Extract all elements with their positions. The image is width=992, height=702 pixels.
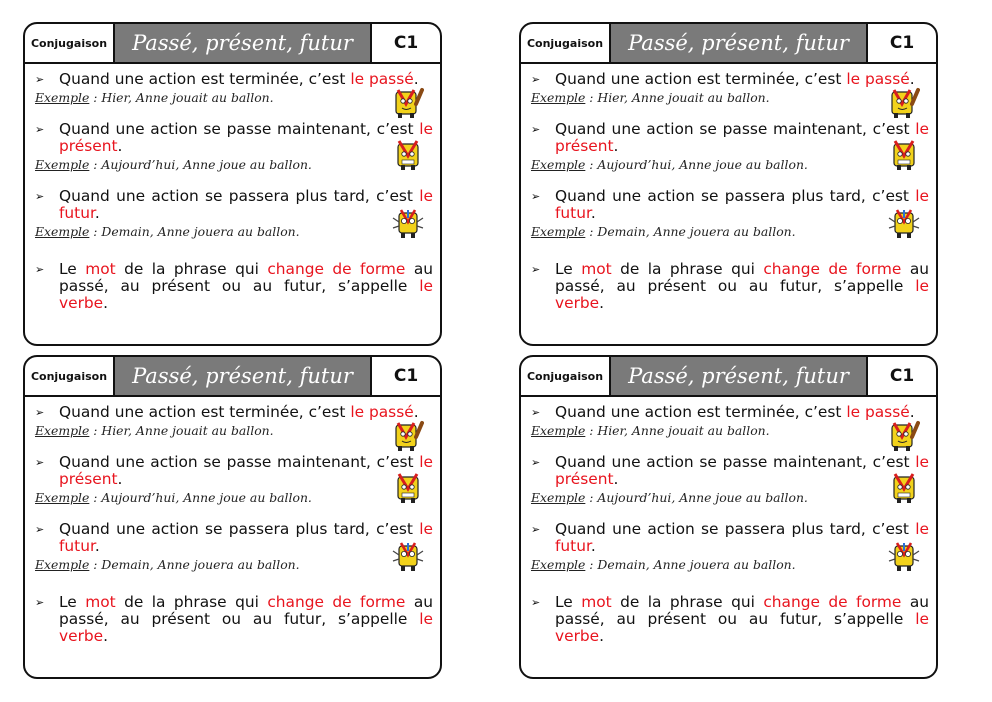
present-verb-character-icon — [392, 471, 424, 505]
rule-text: . — [909, 403, 915, 421]
rule-verbe — [531, 594, 929, 645]
example-present — [531, 490, 808, 505]
example-passe — [35, 90, 274, 105]
lesson-card — [519, 355, 938, 679]
rule-text: . — [94, 204, 100, 222]
rule-text: Le — [555, 260, 582, 278]
card-header — [25, 24, 440, 64]
keyword: le futur — [555, 520, 929, 555]
example-passe — [531, 90, 770, 105]
rule-text: . — [94, 537, 100, 555]
rule-passe — [531, 404, 929, 421]
subject-label: Conjugaison — [25, 357, 115, 395]
example-text: : Hier, Anne jouait au ballon. — [89, 423, 274, 438]
lesson-card — [519, 22, 938, 346]
bullet-icon: ➢ — [35, 456, 45, 469]
subject-label: Conjugaison — [25, 24, 115, 62]
bullet-icon: ➢ — [531, 263, 541, 276]
rule-text: . — [599, 627, 605, 645]
bullet-icon: ➢ — [35, 123, 45, 136]
example-text: : Aujourd’hui, Anne joue au ballon. — [89, 490, 312, 505]
rule-text: Quand une action est terminée, c’est — [59, 70, 351, 88]
rule-text: au passé, au présent ou au futur, s’appelle — [59, 260, 434, 295]
rule-text: . — [413, 403, 419, 421]
rule-text: au passé, au présent ou au futur, s’appelle — [555, 260, 930, 295]
example-text: : Demain, Anne jouera au ballon. — [89, 224, 300, 239]
example-label: Exemple — [531, 557, 586, 572]
keyword: change de forme — [267, 593, 406, 611]
keyword: mot — [85, 593, 116, 611]
keyword: le futur — [59, 520, 433, 555]
present-verb-character-icon — [888, 471, 920, 505]
future-verb-character-icon — [888, 539, 920, 573]
bullet-icon: ➢ — [35, 190, 45, 203]
keyword: mot — [581, 260, 612, 278]
card-code: C1 — [370, 24, 440, 62]
keyword: le passé — [350, 70, 414, 88]
lesson-card — [23, 355, 442, 679]
rule-text: Quand une action est terminée, c’est — [555, 403, 847, 421]
bullet-icon: ➢ — [35, 406, 45, 419]
card-header — [25, 357, 440, 397]
rule-text: Quand une action se passera plus tard, c’est — [59, 520, 420, 538]
rule-text: . — [413, 70, 419, 88]
rule-verbe — [35, 261, 433, 312]
rule-text: Le — [555, 593, 582, 611]
example-present — [531, 157, 808, 172]
rule-text: . — [590, 537, 596, 555]
rule-text: Quand une action se passe maintenant, c’est — [555, 453, 916, 471]
keyword: le verbe — [59, 277, 433, 312]
keyword: le présent — [59, 120, 433, 155]
keyword: change de forme — [763, 260, 902, 278]
subject-label: Conjugaison — [521, 24, 611, 62]
rule-text: . — [599, 294, 605, 312]
example-text: : Hier, Anne jouait au ballon. — [585, 90, 770, 105]
keyword: le futur — [59, 187, 433, 222]
example-futur — [35, 224, 300, 239]
example-text: : Aujourd’hui, Anne joue au ballon. — [585, 490, 808, 505]
card-code: C1 — [866, 357, 936, 395]
rule-text: Quand une action est terminée, c’est — [555, 70, 847, 88]
rule-text: Quand une action se passe maintenant, c’est — [555, 120, 916, 138]
example-label: Exemple — [35, 157, 90, 172]
card-header — [521, 357, 936, 397]
rule-futur — [531, 521, 929, 555]
keyword: le présent — [555, 453, 929, 488]
example-label: Exemple — [531, 224, 586, 239]
keyword: le passé — [846, 70, 910, 88]
example-text: : Demain, Anne jouera au ballon. — [89, 557, 300, 572]
past-verb-character-icon — [392, 86, 424, 120]
example-label: Exemple — [35, 557, 90, 572]
keyword: le présent — [555, 120, 929, 155]
rule-text: au passé, au présent ou au futur, s’appelle — [555, 593, 930, 628]
example-text: : Hier, Anne jouait au ballon. — [89, 90, 274, 105]
rule-text: Quand une action se passe maintenant, c’est — [59, 453, 420, 471]
rule-passe — [531, 71, 929, 88]
rule-text: Quand une action se passera plus tard, c’est — [59, 187, 420, 205]
card-title: Passé, présent, futur — [115, 357, 370, 395]
rule-text: . — [909, 70, 915, 88]
keyword: le futur — [555, 187, 929, 222]
keyword: le passé — [350, 403, 414, 421]
rule-text: . — [103, 294, 109, 312]
present-verb-character-icon — [392, 138, 424, 172]
rule-text: de la phrase qui — [115, 260, 268, 278]
rule-verbe — [35, 594, 433, 645]
example-label: Exemple — [35, 490, 90, 505]
example-label: Exemple — [35, 224, 90, 239]
example-text: : Aujourd’hui, Anne joue au ballon. — [585, 157, 808, 172]
rule-text: . — [613, 137, 619, 155]
example-text: : Hier, Anne jouait au ballon. — [585, 423, 770, 438]
future-verb-character-icon — [392, 539, 424, 573]
rule-text: . — [590, 204, 596, 222]
example-label: Exemple — [531, 90, 586, 105]
bullet-icon: ➢ — [35, 596, 45, 609]
bullet-icon: ➢ — [531, 456, 541, 469]
keyword: le verbe — [59, 610, 433, 645]
example-present — [35, 157, 312, 172]
keyword: mot — [581, 593, 612, 611]
card-code: C1 — [370, 357, 440, 395]
future-verb-character-icon — [888, 206, 920, 240]
rule-text: . — [613, 470, 619, 488]
card-code: C1 — [866, 24, 936, 62]
example-label: Exemple — [531, 157, 586, 172]
rule-futur — [531, 188, 929, 222]
rule-text: Quand une action se passera plus tard, c’est — [555, 187, 916, 205]
keyword: change de forme — [763, 593, 902, 611]
rule-text: de la phrase qui — [115, 593, 268, 611]
rule-text: . — [117, 137, 123, 155]
example-label: Exemple — [35, 90, 90, 105]
card-body — [521, 64, 936, 344]
card-body — [25, 397, 440, 677]
keyword: mot — [85, 260, 116, 278]
past-verb-character-icon — [888, 419, 920, 453]
example-futur — [531, 557, 796, 572]
example-label: Exemple — [531, 490, 586, 505]
rule-text: Quand une action est terminée, c’est — [59, 403, 351, 421]
bullet-icon: ➢ — [531, 123, 541, 136]
rule-text: Quand une action se passera plus tard, c’est — [555, 520, 916, 538]
example-futur — [531, 224, 796, 239]
example-label: Exemple — [35, 423, 90, 438]
rule-present — [35, 454, 433, 488]
subject-label: Conjugaison — [521, 357, 611, 395]
rule-passe — [35, 404, 433, 421]
rule-text: Quand une action se passe maintenant, c’est — [59, 120, 420, 138]
bullet-icon: ➢ — [35, 263, 45, 276]
example-text: : Aujourd’hui, Anne joue au ballon. — [89, 157, 312, 172]
rule-text: . — [103, 627, 109, 645]
rule-futur — [35, 521, 433, 555]
keyword: le verbe — [555, 277, 929, 312]
keyword: change de forme — [267, 260, 406, 278]
bullet-icon: ➢ — [531, 523, 541, 536]
example-passe — [35, 423, 274, 438]
card-body — [25, 64, 440, 344]
example-passe — [531, 423, 770, 438]
keyword: le passé — [846, 403, 910, 421]
rule-present — [35, 121, 433, 155]
rule-passe — [35, 71, 433, 88]
past-verb-character-icon — [392, 419, 424, 453]
card-title: Passé, présent, futur — [611, 24, 866, 62]
bullet-icon: ➢ — [531, 596, 541, 609]
keyword: le présent — [59, 453, 433, 488]
example-present — [35, 490, 312, 505]
example-text: : Demain, Anne jouera au ballon. — [585, 557, 796, 572]
future-verb-character-icon — [392, 206, 424, 240]
example-futur — [35, 557, 300, 572]
bullet-icon: ➢ — [35, 523, 45, 536]
present-verb-character-icon — [888, 138, 920, 172]
rule-text: de la phrase qui — [611, 593, 764, 611]
example-text: : Demain, Anne jouera au ballon. — [585, 224, 796, 239]
rule-present — [531, 121, 929, 155]
rule-present — [531, 454, 929, 488]
bullet-icon: ➢ — [531, 190, 541, 203]
lesson-card — [23, 22, 442, 346]
rule-text: . — [117, 470, 123, 488]
rule-futur — [35, 188, 433, 222]
example-label: Exemple — [531, 423, 586, 438]
bullet-icon: ➢ — [35, 73, 45, 86]
bullet-icon: ➢ — [531, 73, 541, 86]
card-title: Passé, présent, futur — [611, 357, 866, 395]
past-verb-character-icon — [888, 86, 920, 120]
rule-text: de la phrase qui — [611, 260, 764, 278]
keyword: le verbe — [555, 610, 929, 645]
rule-text: Le — [59, 260, 86, 278]
card-body — [521, 397, 936, 677]
card-header — [521, 24, 936, 64]
rule-text: Le — [59, 593, 86, 611]
rule-verbe — [531, 261, 929, 312]
bullet-icon: ➢ — [531, 406, 541, 419]
card-title: Passé, présent, futur — [115, 24, 370, 62]
rule-text: au passé, au présent ou au futur, s’appelle — [59, 593, 434, 628]
